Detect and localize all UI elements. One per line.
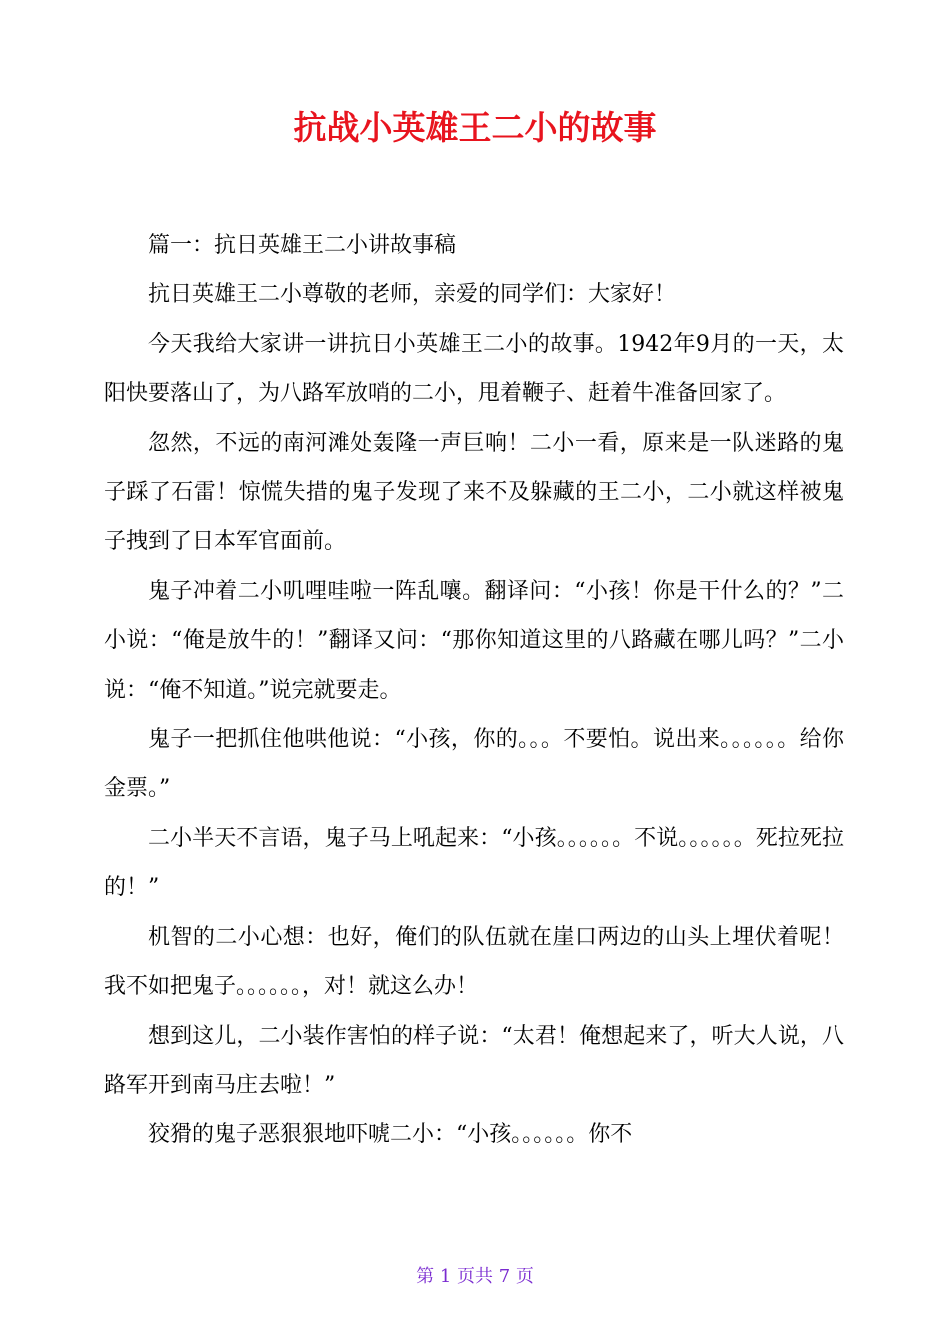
paragraph: 忽然，不远的南河滩处轰隆一声巨响！二小一看，原来是一队迷路的鬼子踩了石雷！惊慌失措的鬼子发现了来不及躲藏的王二小，二小就这样被鬼子拽到了日本军官面前。 — [104, 430, 844, 555]
page-title: 抗战小英雄王二小的故事 — [293, 108, 657, 147]
paragraph: 机智的二小心想：也好，俺们的队伍就在崖口两边的山头上埋伏着呢！我不如把鬼子。。。。。。，对！就这么办！ — [104, 924, 844, 1000]
paragraph: 鬼子冲着二小叽哩哇啦一阵乱嚷。翻译问：“小孩！你是干什么的？”二小说：“俺是放牛的！”翻译又问：“那你知道这里的八路藏在哪儿吗？”二小说：“俺不知道。”说完就要走。 — [104, 578, 844, 703]
paragraph: 二小半天不言语，鬼子马上吼起来：“小孩。。。。。。不说。。。。。。死拉死拉的！” — [104, 825, 844, 901]
paragraph: 鬼子一把抓住他哄他说：“小孩，你的。。。不要怕。说出来。。。。。。给你金票。” — [104, 727, 844, 802]
paragraph-section-heading: 篇一：抗日英雄王二小讲故事稿 — [148, 233, 457, 258]
document-body — [104, 221, 844, 1160]
paragraph: 想到这儿，二小装作害怕的样子说：“太君！俺想起来了，听大人说，八路军开到南马庄去啦！” — [104, 1023, 844, 1098]
paragraph-greeting: 抗日英雄王二小尊敬的老师，亲爱的同学们：大家好！ — [148, 282, 677, 308]
page-number-footer: 第 1 页共 7 页 — [416, 1266, 534, 1287]
paragraph: 狡猾的鬼子恶狠狠地吓唬二小：“小孩。。。。。。你不 — [148, 1122, 633, 1148]
paragraph: 今天我给大家讲一讲抗日小英雄王二小的故事。1942年9月的一天，太阳快要落山了，为八路军放哨的二小，甩着鞭子、赶着牛准备回家了。 — [104, 331, 844, 407]
